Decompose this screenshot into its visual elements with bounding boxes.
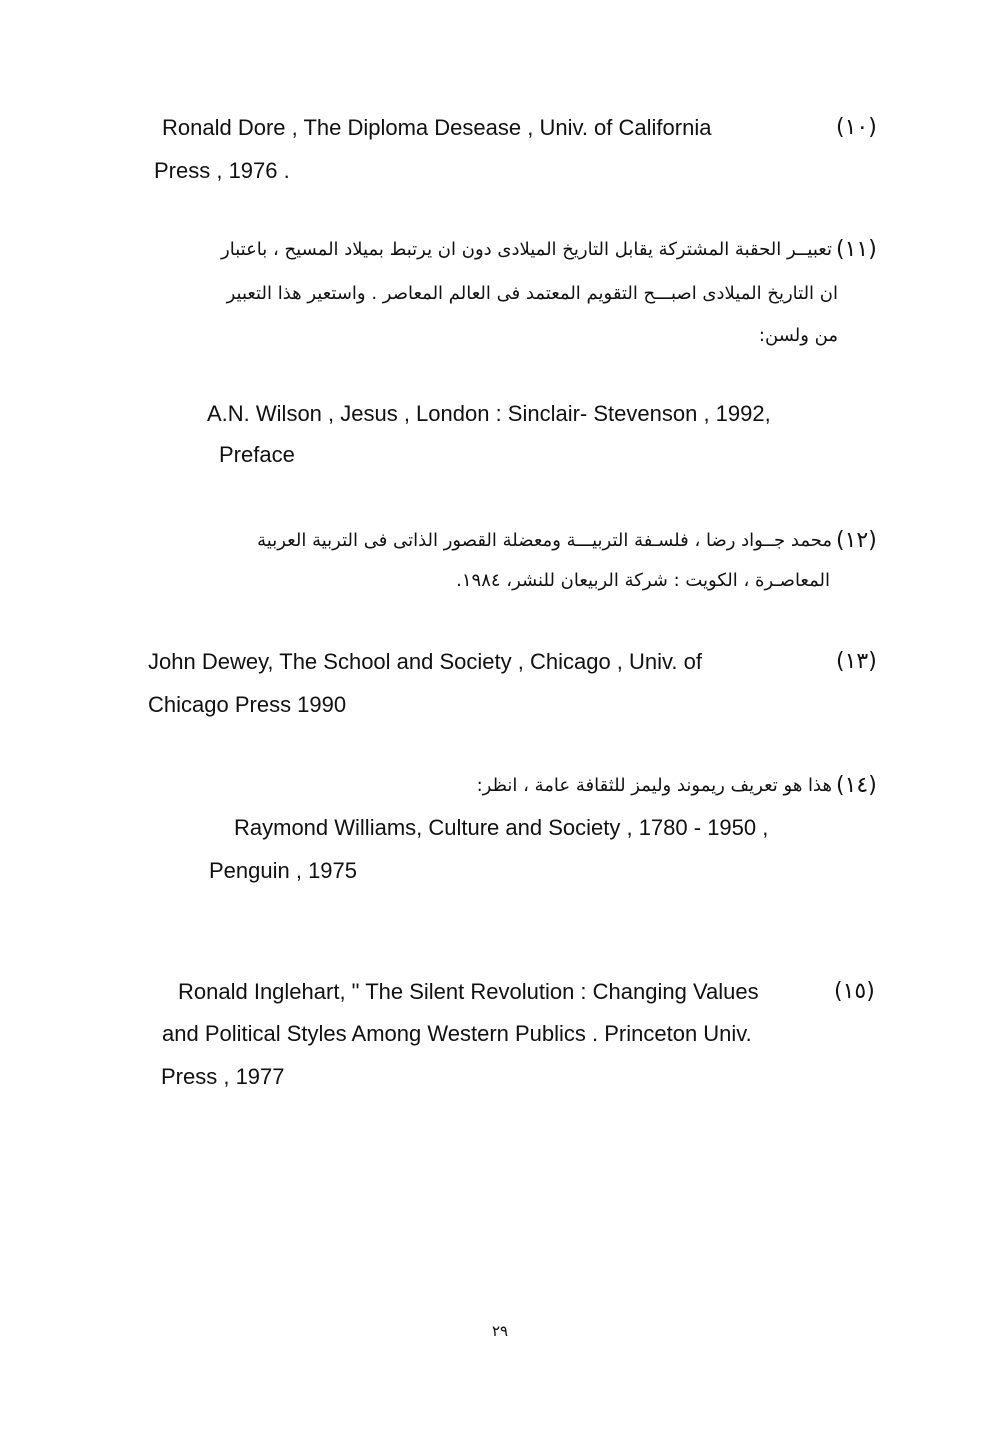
footnote-text-line: and Political Styles Among Western Publics . Princeton Univ. bbox=[162, 1021, 752, 1046]
footnote-number: (١٢) bbox=[836, 528, 877, 553]
footnote-number: (١٤) bbox=[836, 773, 877, 798]
page-number: ٢٩ bbox=[491, 1322, 509, 1340]
footnote-number: (١٠) bbox=[836, 115, 877, 140]
citation-line: Raymond Williams, Culture and Society , 1780 - 1950 , bbox=[234, 815, 769, 840]
footnote-text-line: من ولسن: bbox=[758, 325, 838, 346]
footnote-text-line: Press , 1976 . bbox=[154, 158, 290, 183]
footnote-text-line: Ronald Dore , The Diploma Desease , Univ. of California bbox=[162, 115, 712, 140]
footnote-text-line: محمد جــواد رضا ، فلسـفة التربيـــة ومعضلة القصور الذاتى فى التربية العربية bbox=[257, 530, 832, 551]
footnote-number: (١٣) bbox=[836, 649, 877, 674]
footnote-text-line: ان التاريخ الميلادى اصبـــح التقويم المعتمد فى العالم المعاصر . واستعير هذا التعبير bbox=[226, 283, 838, 304]
footnote-text-line: Chicago Press 1990 bbox=[148, 692, 347, 717]
footnote-text-line: تعبيــر الحقبة المشتركة يقابل التاريخ الميلادى دون ان يرتبط بميلاد المسيح ، باعتبار bbox=[221, 239, 832, 260]
citation-line: Preface bbox=[219, 442, 295, 467]
footnote-text-line: المعاصـرة ، الكويت : شركة الربيعان للنشر، ١٩٨٤. bbox=[456, 570, 830, 591]
citation-line: Penguin , 1975 bbox=[209, 858, 358, 883]
footnote-text-line: John Dewey, The School and Society , Chicago , Univ. of bbox=[148, 649, 702, 674]
footnote-text-line: Press , 1977 bbox=[161, 1064, 285, 1089]
footnote-number: (١٥) bbox=[834, 979, 875, 1004]
footnote-text-line: Ronald Inglehart, " The Silent Revolution : Changing Values bbox=[178, 979, 759, 1004]
footnote-text-line: هذا هو تعريف ريموند وليمز للثقافة عامة ، انظر: bbox=[476, 775, 832, 796]
footnote-number: (١١) bbox=[836, 237, 877, 262]
citation-line: A.N. Wilson , Jesus , London : Sinclair- Stevenson , 1992, bbox=[207, 401, 771, 426]
